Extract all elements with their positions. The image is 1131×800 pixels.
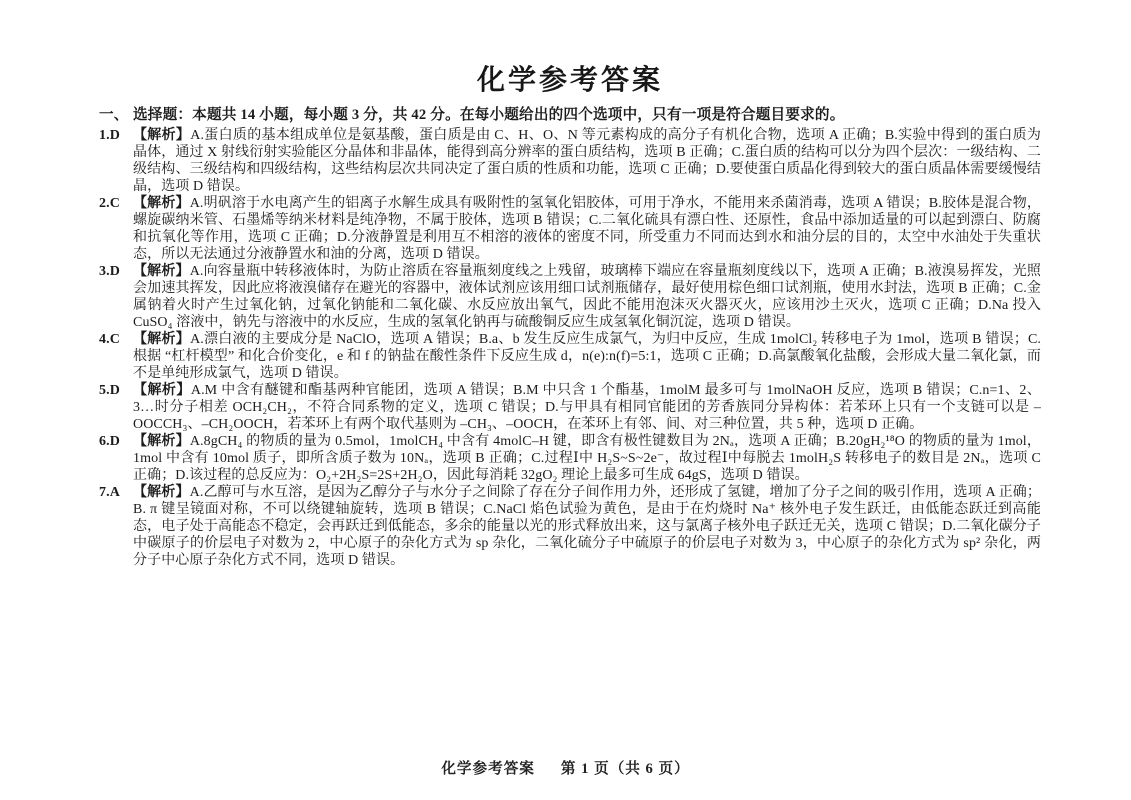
explanation-tag: 【解析】 xyxy=(133,485,190,501)
explanation-tag: 【解析】 xyxy=(133,264,190,280)
footer-page-number: 第 1 页（共 6 页） xyxy=(560,761,690,777)
explanation-tag: 【解析】 xyxy=(133,196,190,212)
answer-item-1 xyxy=(99,127,1041,195)
answer-item-3 xyxy=(99,263,1041,331)
page-title: 化学参考答案 xyxy=(476,65,663,96)
answer-number: 5.D xyxy=(99,383,120,399)
explanation-text: A.M 中含有醚键和酯基两种官能团，选项 A 错误；B.M 中只含 1 个酯基，1molM 最多可与 1molNaOH 反应，选项 B 错误；C.n=1、2、3…时分子相差 OCH₂CH₂，不符合同系物的定义，选项 C 错误；D.与甲具有相同官能团的芳香族同分异构体：若苯环上只有一个支链可以是 –OOCCH₃、–CH₂OOCH，若苯环上有两个取代基则为 –CH₃、–OOCH，在苯环上有邻、间、对三种位置，共 5 种，选项 D 正确。 xyxy=(133,383,1041,433)
answer-item-4 xyxy=(99,331,1041,382)
section-heading xyxy=(99,107,1041,124)
answer-explanation xyxy=(133,382,1041,433)
explanation-tag: 【解析】 xyxy=(133,128,191,144)
document-body xyxy=(99,58,1041,569)
section-number: 一、 xyxy=(99,107,129,123)
answer-item-2 xyxy=(99,195,1041,263)
section-heading-text: 选择题：本题共 14 小题，每小题 3 分，共 42 分。在每小题给出的四个选项中，只有一项是符合题目要求的。 xyxy=(133,107,845,123)
answer-explanation xyxy=(133,331,1041,382)
explanation-tag: 【解析】 xyxy=(133,383,191,399)
answer-number: 6.D xyxy=(99,434,120,450)
answer-number: 4.C xyxy=(99,332,120,348)
explanation-text: A.明矾溶于水电离产生的铝离子水解生成具有吸附性的氢氧化铝胶体，可用于净水，不能用来杀菌消毒，选项 A 错误；B.胶体是混合物，螺旋碳纳米管、石墨烯等纳米材料是纯净物，不属于胶体，选项 B 错误；C.二氧化硫具有漂白性、还原性，食品中添加适量的可以起到漂白、防腐和抗氧化等作用，选项 C 正确；D.分液静置是利用互不相溶的液体的密度不同，所受重力不同而达到水和油分层的目的，太空中水油处于失重状态，所以无法通过分液静置水和油的分离，选项 D 错误。 xyxy=(133,196,1041,263)
page-footer xyxy=(0,757,1131,778)
answer-number: 1.D xyxy=(99,128,120,144)
answer-explanation xyxy=(133,263,1041,331)
explanation-text: A.8gCH₄ 的物质的量为 0.5mol，1molCH₄ 中含有 4molC–H 键，即含有极性键数目为 2Nₐ，选项 A 正确；B.20gH₂¹⁸O 的物质的量为 1mol，1mol 中含有 10mol 质子，即所含质子数为 10Nₐ，选项 B 正确；C.过程Ⅰ中 H₂S~S~2e⁻，故过程Ⅰ中每脱去 1molH₂S 转移电子的数目是 2Nₐ，选项 C 正确；D.该过程的总反应为：O₂+2H₂S=2S+2H₂O，因此每消耗 32gO₂ 理论上最多可生成 64gS，选项 D 错误。 xyxy=(133,434,1042,484)
answer-explanation xyxy=(133,195,1041,263)
answer-explanation xyxy=(133,433,1041,484)
answer-number: 3.D xyxy=(99,264,120,280)
explanation-text: A.蛋白质的基本组成单位是氨基酸，蛋白质是由 C、H、O、N 等元素构成的高分子有机化合物，选项 A 正确；B.实验中得到的蛋白质为晶体，通过 X 射线衍射实验能区分晶体和非晶体，能得到高分辨率的蛋白质结构，选项 B 正确；C.蛋白质的结构可以分为四个层次：一级结构、二级结构、三级结构和四级结构，这些结构层次共同决定了蛋白质的性质和功能，选项 C 正确；D.要使蛋白质晶化得到较大的蛋白质晶体需要缓慢结晶，选项 D 错误。 xyxy=(133,128,1041,195)
answer-number: 2.C xyxy=(99,196,120,212)
answer-item-5 xyxy=(99,382,1041,433)
explanation-text: A.乙醇可与水互溶，是因为乙醇分子与水分子之间除了存在分子间作用力外，还形成了氢键，增加了分子之间的吸引作用，选项 A 正确；B. π 键呈镜面对称，不可以绕键轴旋转，选项 B 错误；C.NaCl 焰色试验为黄色，是由于在灼烧时 Na⁺ 核外电子发生跃迁，由低能态跃迁到高能态，电子处于高能态不稳定，会再跃迁到低能态，多余的能量以光的形式释放出来，这与氯离子核外电子跃迁无关，选项 C 错误；D.二氧化碳分子中碳原子的价层电子对数为 2，中心原子的杂化方式为 sp 杂化，二氧化硫分子中硫原子的价层电子对数为 3，中心原子的杂化方式为 sp² 杂化，两分子中心原子杂化方式不同，选项 D 错误。 xyxy=(133,485,1041,569)
answer-explanation xyxy=(133,127,1041,195)
explanation-tag: 【解析】 xyxy=(133,332,191,348)
footer-doc-label: 化学参考答案 xyxy=(441,761,535,777)
explanation-tag: 【解析】 xyxy=(133,434,190,450)
answer-explanation xyxy=(133,484,1041,569)
explanation-text: A.向容量瓶中转移液体时，为防止溶质在容量瓶刻度线之上残留，玻璃棒下端应在容量瓶刻度线以下，选项 A 正确；B.液溴易挥发，光照会加速其挥发，因此应将液溴储存在避光的容器中，液体试剂应该用细口试剂瓶储存，最好使用棕色细口试剂瓶，使用水封法，选项 B 正确；C.金属钠着火时产生过氧化钠，过氧化钠能和二氧化碳、水反应放出氧气，因此不能用泡沫灭火器灭火，应该用沙土灭火，选项 C 正确；D.Na 投入 CuSO₄ 溶液中，钠先与溶液中的水反应，生成的氢氧化钠再与硫酸铜反应生成氢氧化铜沉淀，选项 D 错误。 xyxy=(133,264,1041,331)
explanation-text: A.漂白液的主要成分是 NaClO，选项 A 错误；B.a、b 发生反应生成氯气，为归中反应，生成 1molCl₂ 转移电子为 1mol，选项 B 错误；C.根据 “杠杆模型” 和化合价变化，e 和 f 的钠盐在酸性条件下反应生成 d，n(e):n(f)=5:1，选项 C 正确；D.高氯酸氧化盐酸，会形成大量二氧化氯，而不是单纯形成氯气，选项 D 错误。 xyxy=(133,332,1041,382)
answer-item-7 xyxy=(99,484,1041,569)
answer-item-6 xyxy=(99,433,1041,484)
answer-number: 7.A xyxy=(99,485,120,501)
